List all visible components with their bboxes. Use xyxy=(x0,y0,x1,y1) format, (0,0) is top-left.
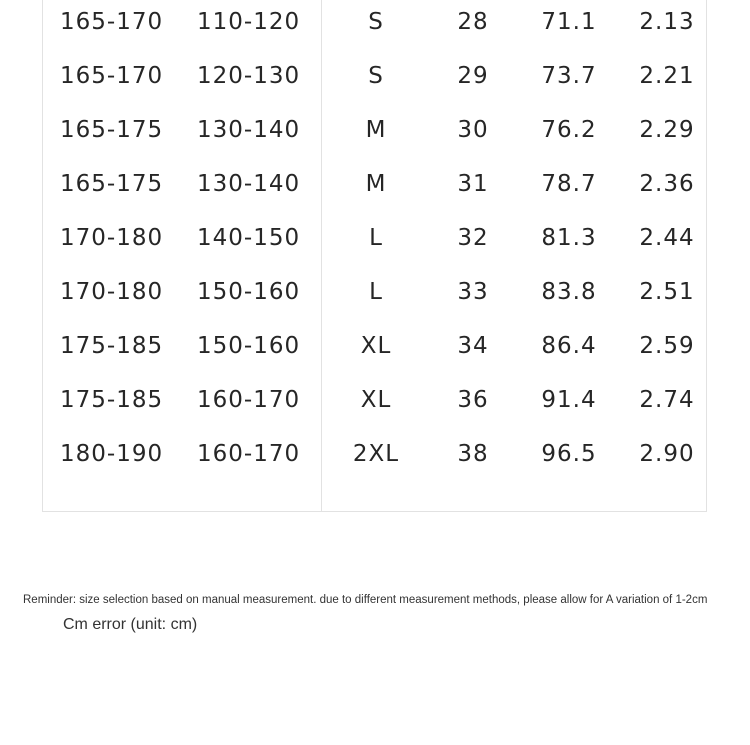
cell-waist-cm: 83.8 xyxy=(541,279,597,305)
cell-waist-size: 32 xyxy=(457,225,489,251)
cell-waist-size: 31 xyxy=(457,171,489,197)
table-row xyxy=(0,216,750,270)
cell-waist-ft: 2.51 xyxy=(639,279,695,305)
cell-waist-cm: 73.7 xyxy=(541,63,597,89)
table-row xyxy=(0,432,750,486)
cell-height: 175-185 xyxy=(60,333,164,359)
cell-waist-size: 36 xyxy=(457,387,489,413)
reminder-unit-text: Cm error (unit: cm) xyxy=(63,616,198,633)
table-row xyxy=(0,162,750,216)
table-row xyxy=(0,54,750,108)
cell-weight: 130-140 xyxy=(197,171,301,197)
cell-height: 165-170 xyxy=(60,9,164,35)
cell-weight: 150-160 xyxy=(197,279,301,305)
cell-height: 170-180 xyxy=(60,279,164,305)
cell-waist-cm: 86.4 xyxy=(541,333,597,359)
cell-waist-ft: 2.36 xyxy=(639,171,695,197)
cell-size: S xyxy=(368,9,384,35)
cell-weight: 150-160 xyxy=(197,333,301,359)
cell-waist-ft: 2.13 xyxy=(639,9,695,35)
cell-waist-cm: 78.7 xyxy=(541,171,597,197)
cell-waist-ft: 2.74 xyxy=(639,387,695,413)
cell-weight: 120-130 xyxy=(197,63,301,89)
cell-height: 175-185 xyxy=(60,387,164,413)
cell-weight: 140-150 xyxy=(197,225,301,251)
cell-waist-size: 30 xyxy=(457,117,489,143)
table-row xyxy=(0,0,750,54)
cell-waist-size: 29 xyxy=(457,63,489,89)
cell-waist-ft: 2.29 xyxy=(639,117,695,143)
cell-height: 165-170 xyxy=(60,63,164,89)
cell-waist-cm: 71.1 xyxy=(541,9,597,35)
table-row xyxy=(0,324,750,378)
cell-waist-size: 28 xyxy=(457,9,489,35)
cell-height: 165-175 xyxy=(60,117,164,143)
cell-weight: 130-140 xyxy=(197,117,301,143)
cell-weight: 160-170 xyxy=(197,441,301,467)
cell-size: 2XL xyxy=(352,441,400,467)
cell-height: 165-175 xyxy=(60,171,164,197)
reminder-text: Reminder: size selection based on manual measurement. due to different measurement methods, please allow for A variation of 1-2cm xyxy=(23,594,708,606)
table-row xyxy=(0,108,750,162)
cell-waist-size: 34 xyxy=(457,333,489,359)
cell-waist-ft: 2.44 xyxy=(639,225,695,251)
cell-size: M xyxy=(365,171,387,197)
cell-weight: 110-120 xyxy=(197,9,301,35)
cell-waist-size: 33 xyxy=(457,279,489,305)
table-row xyxy=(0,270,750,324)
cell-waist-ft: 2.21 xyxy=(639,63,695,89)
cell-height: 170-180 xyxy=(60,225,164,251)
cell-waist-ft: 2.59 xyxy=(639,333,695,359)
cell-height: 180-190 xyxy=(60,441,164,467)
cell-size: S xyxy=(368,63,384,89)
cell-size: XL xyxy=(360,387,392,413)
cell-size: XL xyxy=(360,333,392,359)
table-row xyxy=(0,378,750,432)
cell-waist-cm: 76.2 xyxy=(541,117,597,143)
cell-size: M xyxy=(365,117,387,143)
cell-waist-size: 38 xyxy=(457,441,489,467)
cell-waist-cm: 81.3 xyxy=(541,225,597,251)
cell-size: L xyxy=(369,279,383,305)
cell-waist-cm: 96.5 xyxy=(541,441,597,467)
cell-weight: 160-170 xyxy=(197,387,301,413)
cell-waist-cm: 91.4 xyxy=(541,387,597,413)
cell-size: L xyxy=(369,225,383,251)
cell-waist-ft: 2.90 xyxy=(639,441,695,467)
